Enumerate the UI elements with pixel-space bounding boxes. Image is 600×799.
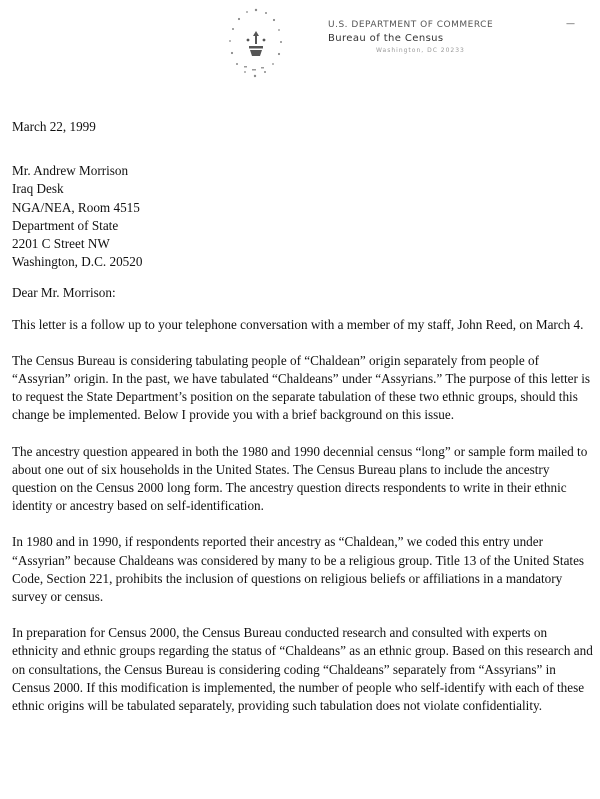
paragraph-purpose: The Census Bureau is considering tabulating people of “Chaldean” origin separately from people of “Assyrian” origin. In the past, we have tabulated “Chaldeans” under “Assyrians.” The purpose of this letter is to request the State Department’s position on the separate tabulation of these two ethnic groups, should this change be implemented. Below I provide you with a brief background on this issue. xyxy=(12,352,591,423)
letterhead-corner-mark: — xyxy=(566,19,575,29)
recipient-street: 2201 C Street NW xyxy=(12,236,110,252)
recipient-office: Iraq Desk xyxy=(12,181,64,197)
recipient-room: NGA/NEA, Room 4515 xyxy=(12,199,140,215)
department-seal-icon xyxy=(226,6,288,84)
paragraph-ancestry-question: The ancestry question appeared in both the 1980 and 1990 decennial census “long” or sample form mailed to about one out of six households in the United States. The Census Bureau plans to include the ancestry question on the Census 2000 long form. The ancestry question directs respondents to write in their ethnic identity or ancestry based on self-identification. xyxy=(12,443,588,514)
letterhead xyxy=(0,0,600,90)
salutation: Dear Mr. Morrison: xyxy=(12,285,116,301)
paragraph-1980-1990-coding: In 1980 and in 1990, if respondents reported their ancestry as “Chaldean,” we coded this entry under “Assyrian” because Chaldeans was considered by many to be a religious group. Title 13 of the United States Code, Section 221, prohibits the inclusion of questions on religious beliefs or affiliations in a mandatory survey or census. xyxy=(12,534,585,605)
recipient-department: Department of State xyxy=(12,217,119,233)
recipient-name: Mr. Andrew Morrison xyxy=(12,163,129,179)
letter-date: March 22, 1999 xyxy=(12,119,96,134)
letterhead-office: Washington, DC 20233 xyxy=(376,47,465,54)
paragraph-followup: This letter is a follow up to your telephone conversation with a member of my staff, John Reed, on March 4. xyxy=(12,316,584,332)
letter-body xyxy=(12,118,596,733)
recipient-address xyxy=(12,162,596,271)
letterhead-bureau: Bureau of the Census xyxy=(328,33,444,44)
paragraph-census-2000: In preparation for Census 2000, the Census Bureau conducted research and consulted with experts on ethnicity and ethnic groups regarding the status of “Chaldeans” as an ethnic group. Based on this research and on consultations, the Census Bureau is considering coding “Chaldeans” separately from “Assyrians” in Census 2000. If this modification is implemented, the number of people who self-identify with each of these ethnic origins will be tabulated separately, providing such tabulation does not violate confidentiality. xyxy=(12,625,593,714)
letterhead-agency: U.S. DEPARTMENT OF COMMERCE xyxy=(328,20,494,30)
recipient-city: Washington, D.C. 20520 xyxy=(12,254,143,270)
